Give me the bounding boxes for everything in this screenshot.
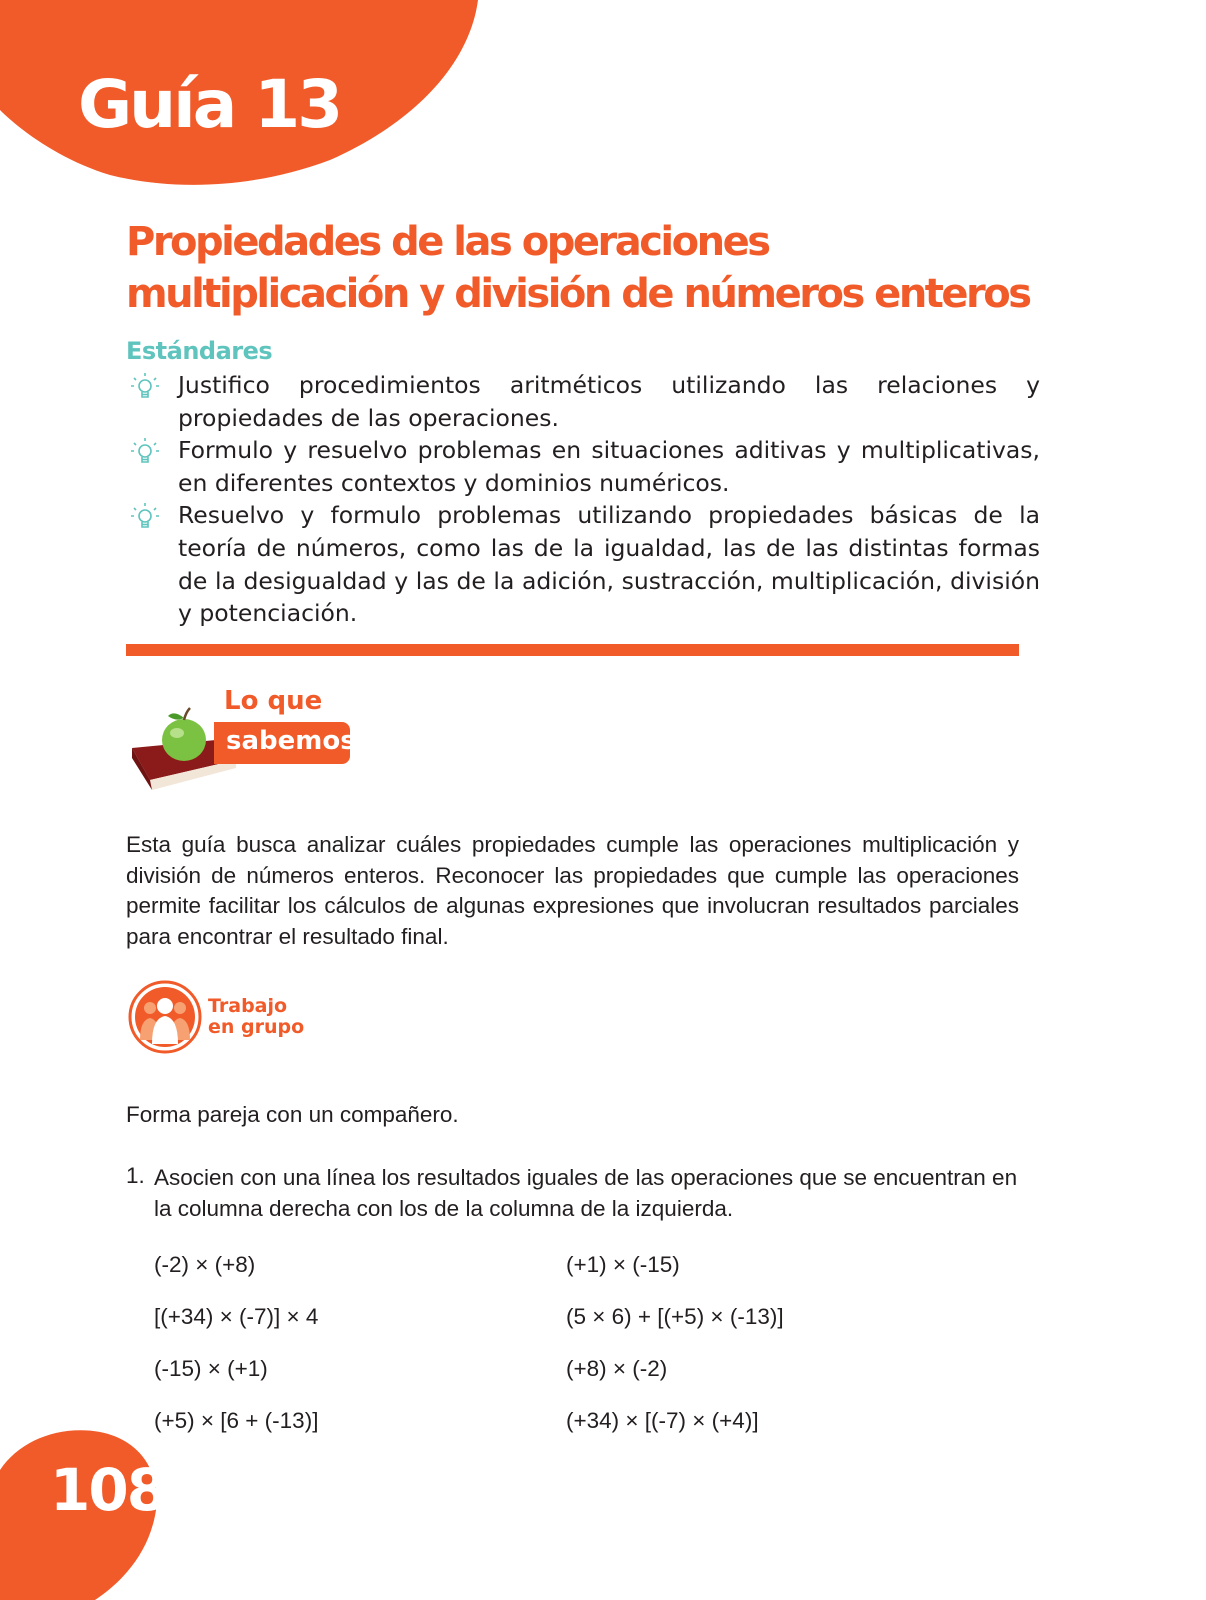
- standards-list: [126, 369, 1040, 630]
- trabajo-en-grupo-line2: en grupo: [208, 1016, 305, 1038]
- right-expression: (+1) × (-15): [566, 1252, 680, 1277]
- standard-item: [126, 369, 1040, 434]
- left-expression: (-15) × (+1): [154, 1356, 268, 1381]
- question-text: Asocien con una línea los resultados iguales de las operaciones que se encuentran en la columna derecha con los de la columna de la izquierda.: [154, 1165, 1018, 1221]
- lightbulb-icon: [128, 436, 162, 470]
- section-divider: [126, 644, 1019, 656]
- trabajo-en-grupo-line1: Trabajo: [208, 995, 288, 1017]
- standard-item: [126, 499, 1040, 629]
- lightbulb-icon: [128, 501, 162, 535]
- standards-heading: Estándares: [126, 337, 273, 365]
- left-expression: [(+34) × (-7)] × 4: [154, 1304, 319, 1329]
- intro-paragraph: Esta guía busca analizar cuáles propiedades cumple las operaciones multiplicación y división de números enteros. Reconocer las propiedades que cumple las operaciones permite facilitar los cálculos de algunas expresiones que involucran resultados parciales para encontrar el resultado final.: [126, 832, 1019, 949]
- standard-text: Formulo y resuelvo problemas en situaciones aditivas y multiplicativas, en diferentes contextos y dominios numéricos.: [178, 436, 1040, 497]
- right-expression: (+8) × (-2): [566, 1356, 668, 1381]
- lightbulb-icon: [128, 371, 162, 405]
- trabajo-en-grupo-label: [208, 996, 304, 1038]
- left-expression: (-2) × (+8): [154, 1252, 256, 1277]
- guide-label: Guía 13: [78, 66, 341, 143]
- page-title: Propiedades de las operaciones multiplicación y división de números enteros: [126, 219, 1030, 317]
- group-people-icon: [128, 980, 202, 1054]
- lo-que-sabemos-line2: sabemos: [226, 726, 356, 756]
- question-number: 1.: [126, 1163, 145, 1188]
- page-number: 108: [50, 1456, 166, 1524]
- standard-text: Justifico procedimientos aritméticos utilizando las relaciones y propiedades de las operaciones.: [178, 371, 1040, 432]
- standard-text: Resuelvo y formulo problemas utilizando propiedades básicas de la teoría de números, como las de la igualdad, las de las distintas formas de la desigualdad y las de la adición, sustracción, multiplicación, división y potenciación.: [178, 501, 1040, 628]
- right-expression: (5 × 6) + [(+5) × (-13)]: [566, 1304, 784, 1329]
- right-expression: (+34) × [(-7) × (+4)]: [566, 1408, 759, 1433]
- lo-que-sabemos-line1: Lo que: [224, 686, 323, 716]
- pair-instruction: Forma pareja con un compañero.: [126, 1102, 459, 1127]
- left-expression: (+5) × [6 + (-13)]: [154, 1408, 319, 1433]
- standard-item: [126, 434, 1040, 499]
